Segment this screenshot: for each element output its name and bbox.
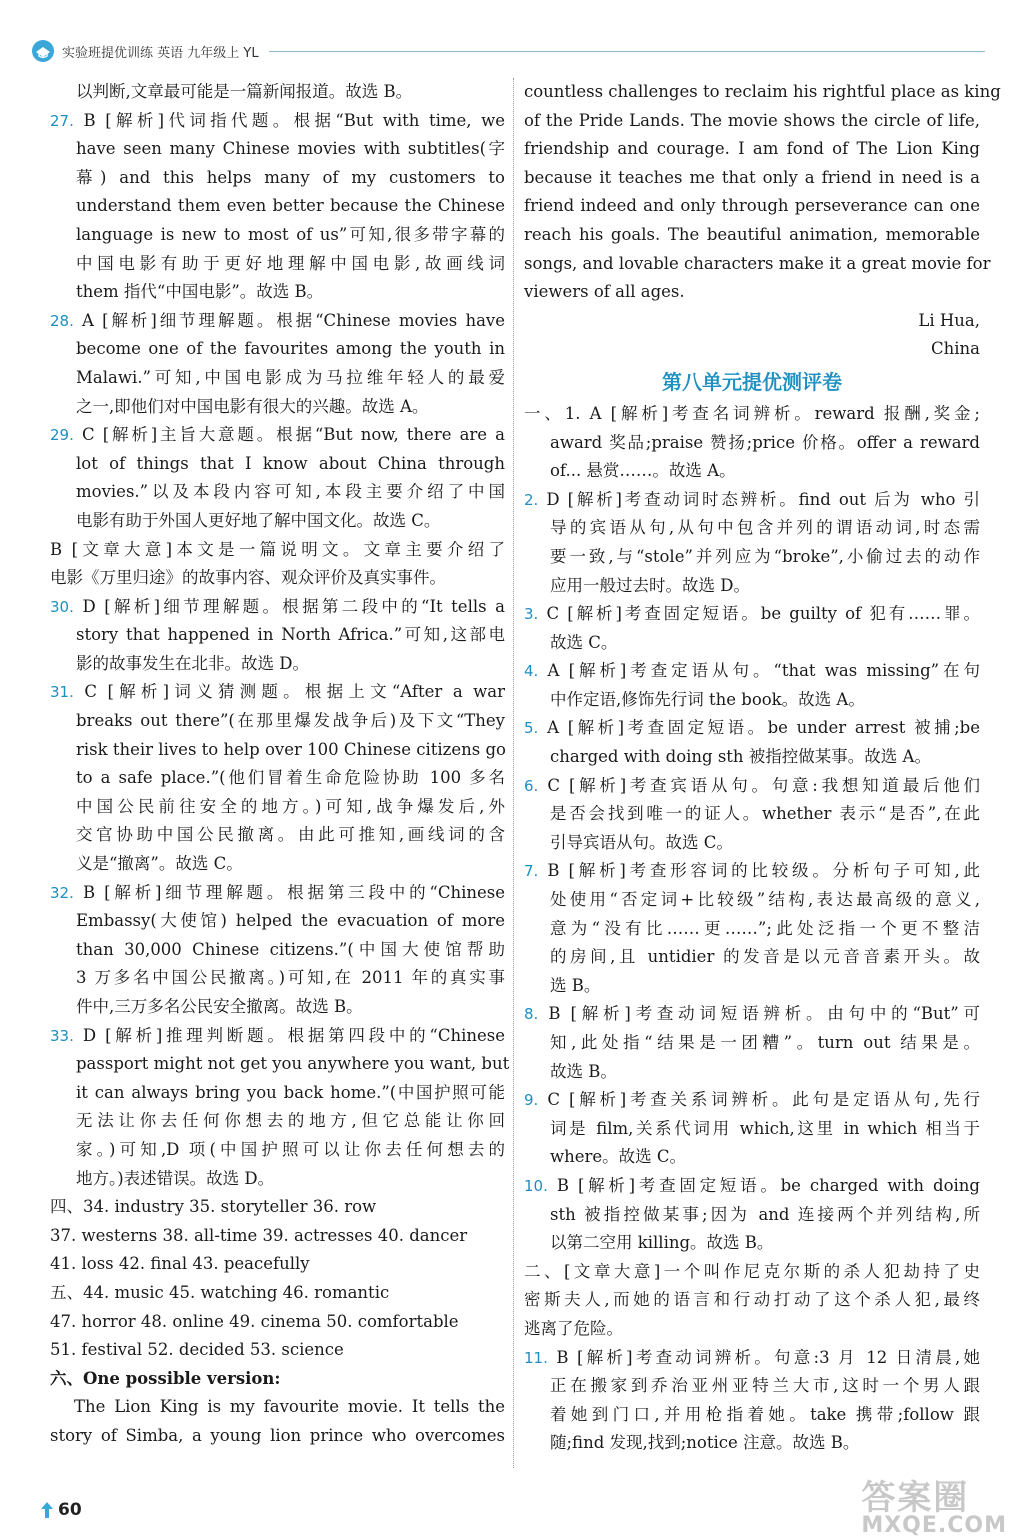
line-text: B [解析]考查形容词的比较级。分析句子可知,此 [547, 861, 980, 881]
question-number: 31. [50, 683, 74, 702]
question-number: 27. [50, 111, 74, 130]
line-text: than 30,000 Chinese citizens.”(中国大使馆帮助 [76, 939, 505, 959]
line-text: 之一,即他们对中国电影有很大的兴趣。故选 A。 [76, 396, 429, 416]
watermark-line2: MXQE.COM [861, 1513, 1007, 1538]
line-text: 3 万多名中国公民撤离。)可知,在 2011 年的真实事 [76, 968, 505, 988]
line-text: because it teaches me that only a friend in need is a [524, 167, 980, 187]
text-line [50, 278, 505, 307]
text-line [50, 536, 505, 565]
text-line [50, 793, 505, 822]
line-text: 以判断,文章最可能是一篇新闻报道。故选 B。 [76, 82, 413, 101]
line-text: 六、One possible version: [50, 1368, 281, 1388]
text-line [50, 250, 505, 279]
text-line [50, 564, 505, 593]
text-line [50, 650, 505, 679]
question-number: 7. [524, 862, 539, 881]
left-column [50, 78, 510, 1451]
section-title [524, 364, 980, 400]
text-line [524, 943, 980, 972]
question-number: 8. [524, 1005, 539, 1024]
text-line [524, 772, 980, 801]
question-number: 3. [524, 605, 539, 624]
text-line [50, 936, 505, 965]
line-text: story of Simba, a young lion prince who overcomes [50, 1425, 505, 1445]
line-text: 故选 C。 [550, 632, 618, 652]
line-text: 词是 film,关系代词用 which,这里 in which 相当于 [550, 1118, 980, 1138]
line-text: to a safe place.”(他们冒着生命危险协助 100 多名 [76, 768, 505, 788]
line-text: D [解析]考查动词时态辨析。find out 后为 who 引 [546, 489, 980, 509]
text-line [524, 686, 980, 715]
text-line [50, 107, 505, 136]
text-line [50, 593, 505, 622]
text-line [524, 714, 980, 743]
page-header [30, 38, 985, 64]
text-line [50, 164, 505, 193]
question-number: 11. [524, 1348, 548, 1367]
text-line [524, 192, 980, 221]
text-line [524, 221, 980, 250]
text-line [50, 478, 505, 507]
line-text: B [解析]考查动词辨析。句意:3 月 12 日清晨,她 [556, 1347, 981, 1367]
line-text: of the Pride Lands. The movie shows the circle of life, [524, 110, 980, 130]
line-text: story that happened in North Africa.”可知,这部电 [76, 625, 505, 645]
line-text: them 指代“中国电影”。故选 B。 [76, 282, 324, 302]
text-line [524, 1029, 980, 1058]
line-text: of... 悬赏……。故选 A。 [550, 461, 736, 481]
line-text: 故选 B。 [550, 1061, 617, 1081]
line-text: 47. horror 48. online 49. cinema 50. comfortable [50, 1311, 459, 1331]
line-text: 处使用“否定词+比较级”结构,表达最高级的意义, [550, 890, 980, 910]
line-text: 选 B。 [550, 975, 601, 995]
question-number: 4. [524, 662, 539, 681]
line-text: D [解析]推理判断题。根据第四段中的“Chinese [82, 1025, 506, 1045]
text-line [50, 78, 505, 107]
line-text: 中作定语,修饰先行词 the book。故选 A。 [550, 689, 865, 709]
line-text: award 奖品;praise 赞扬;price 价格。offer a reward [550, 432, 980, 452]
question-number: 28. [50, 311, 74, 330]
line-text: passport might not get you anywhere you want, but [76, 1054, 510, 1074]
text-line [524, 972, 980, 1001]
line-text: C [解析]词义猜测题。根据上文“After a war [84, 682, 505, 702]
line-text: D [解析]细节理解题。根据第二段中的“It tells a [82, 596, 505, 616]
line-text: 导的宾语从句,从句中包含并列的谓语动词,时态需 [550, 518, 980, 538]
line-text: 正在搬家到乔治亚州亚特兰大市,这时一个男人跟 [550, 1376, 980, 1396]
line-text: 意为“没有比……更……”;此处泛指一个更不整洁 [550, 918, 980, 938]
line-text: language is new to most of us”可知,很多带字幕的 [76, 224, 505, 244]
text-line [50, 450, 505, 479]
text-line [50, 364, 505, 393]
line-text: 影的故事发生在北非。故选 D。 [76, 653, 309, 673]
text-line [50, 1050, 510, 1079]
line-text: 电影《万里归途》的故事内容、观众评价及真实事件。 [50, 568, 446, 588]
text-line [524, 1058, 980, 1087]
line-text: C [解析]考查固定短语。be guilty of 犯有……罪。 [546, 604, 980, 624]
text-line [50, 707, 505, 736]
text-line [524, 457, 980, 486]
text-line [50, 393, 505, 422]
line-text: songs, and lovable characters make it a great movie for [524, 253, 991, 273]
line-text: Li Hua, [918, 310, 980, 330]
text-line [524, 1344, 980, 1373]
text-line [50, 507, 505, 536]
text-line [524, 135, 980, 164]
text-line [524, 1201, 980, 1230]
text-line [50, 307, 505, 336]
text-line [524, 1372, 980, 1401]
text-line [50, 1136, 505, 1165]
text-line [524, 572, 980, 601]
line-text: B [文章大意]本文是一篇说明文。文章主要介绍了 [50, 539, 505, 559]
line-text: C [解析]考查关系词辨析。此句是定语从句,先行 [547, 1090, 980, 1110]
line-text: 37. westerns 38. all-time 39. actresses 40. dancer [50, 1225, 468, 1245]
line-text: 家。)可知,D 项(中国护照可以让你去任何想去的 [76, 1139, 505, 1159]
watermark-logo [861, 1470, 1007, 1538]
text-line [50, 192, 505, 221]
line-text: friendship and courage. I am fond of The Lion King [524, 139, 980, 159]
header-title: 实验班提优训练 英语 九年级上 YL [62, 45, 259, 61]
line-text: China [931, 339, 980, 359]
text-line [50, 907, 505, 936]
line-text: 中国电影有助于更好地理解中国电影,故画线词 [76, 253, 505, 273]
line-text: breaks out there”(在那里爆发战争后)及下文“They [76, 711, 505, 731]
text-line [524, 800, 980, 829]
line-text: 密斯夫人,而她的语言和行动打动了这个杀人犯,最终 [524, 1290, 980, 1310]
page-number: 60 [58, 1500, 82, 1520]
text-line [524, 629, 980, 658]
text-line [50, 678, 505, 707]
line-text: 地方。)表述错误。故选 D。 [76, 1168, 275, 1188]
text-line [524, 886, 980, 915]
line-text: friend indeed and only through perseverance can one [524, 196, 980, 216]
line-text: risk their lives to help over 100 Chinese citizens go [76, 739, 506, 759]
line-text: 逃离了危险。 [524, 1318, 623, 1338]
question-number: 32. [50, 883, 74, 902]
text-line [524, 1086, 980, 1115]
line-text: 无法让你去任何你想去的地方,但它总能让你回 [76, 1111, 505, 1131]
text-line [524, 600, 980, 629]
line-text: C [解析]主旨大意题。根据“But now, there are a [81, 425, 506, 445]
question-number: 9. [524, 1091, 539, 1110]
text-line [50, 1250, 505, 1279]
line-text: 着她到门口,并用枪指着她。take 携带;follow 跟 [550, 1404, 980, 1424]
line-text: viewers of all ages. [524, 282, 685, 302]
line-text: countless challenges to reclaim his rightful place as king [524, 82, 1001, 101]
text-line [524, 1229, 980, 1258]
question-number: 10. [524, 1176, 548, 1195]
line-text: sth 被指控做某事;因为 and 连接两个并列结构,所 [550, 1204, 980, 1224]
up-arrow-icon [40, 1501, 54, 1519]
text-line [50, 821, 505, 850]
text-line [50, 421, 505, 450]
text-line [50, 1022, 505, 1051]
text-line [50, 1279, 505, 1308]
line-text: A [解析]考查定语从句。“that was missing”在句 [547, 661, 981, 681]
header-rule [269, 51, 985, 52]
line-text: 四、34. industry 35. storyteller 36. row [50, 1197, 377, 1217]
line-text: have seen many Chinese movies with subtitles(字 [76, 139, 505, 159]
text-line [50, 1336, 505, 1365]
book-logo-icon [30, 38, 56, 64]
question-number: 33. [50, 1026, 74, 1045]
text-line [524, 335, 980, 364]
text-line [524, 1143, 980, 1172]
line-text: B [解析]代词指代题。根据“But with time, we [83, 110, 506, 130]
text-line [524, 107, 980, 136]
page-footer [40, 1500, 82, 1520]
line-text: The Lion King is my favourite movie. It tells the [74, 1397, 505, 1417]
text-line [524, 1172, 980, 1201]
text-line [50, 879, 505, 908]
watermark-line1: 答案圈 [861, 1478, 970, 1518]
text-line [524, 657, 980, 686]
text-line [50, 135, 505, 164]
text-line [50, 1222, 505, 1251]
line-text: 一、1. A [解析]考查名词辨析。reward 报酬,奖金; [524, 403, 980, 423]
line-text: 应用一般过去时。故选 D。 [550, 575, 750, 595]
text-line [524, 1429, 980, 1458]
text-line [524, 1401, 980, 1430]
line-text: A [解析]考查固定短语。be under arrest 被捕;be [547, 718, 980, 738]
text-line [524, 400, 980, 429]
line-text: Embassy(大使馆) helped the evacuation of more [76, 911, 505, 931]
text-line [524, 307, 980, 336]
line-text: B [解析]细节理解题。根据第三段中的“Chinese [82, 882, 505, 902]
text-line [524, 514, 980, 543]
line-text: 二、[文章大意]一个叫作尼克尔斯的杀人犯劫持了史 [524, 1261, 980, 1281]
line-text: 是否会找到唯一的证人。whether 表示“是否”,在此 [550, 804, 980, 824]
text-line [524, 1000, 980, 1029]
text-line [50, 1165, 505, 1194]
text-line [50, 221, 505, 250]
text-line [50, 335, 505, 364]
line-text: 义是“撤离”。故选 C。 [76, 854, 243, 874]
text-line [524, 250, 991, 279]
line-text: 引导宾语从句。故选 C。 [550, 832, 733, 852]
line-text: 电影有助于外国人更好地了解中国文化。故选 C。 [76, 510, 441, 530]
line-text: 交官协助中国公民撤离。由此可推知,画线词的含 [76, 825, 505, 845]
text-line [50, 964, 505, 993]
text-line [50, 850, 505, 879]
line-text: understand them even better because the Chinese [76, 196, 505, 216]
right-column [524, 78, 1001, 1458]
text-line [50, 1079, 505, 1108]
line-text: 51. festival 52. decided 53. science [50, 1340, 344, 1360]
column-divider [513, 78, 514, 1468]
line-text: 中国公民前往安全的地方。)可知,战争爆发后,外 [76, 796, 505, 816]
line-text: lot of things that I know about China through [76, 453, 505, 473]
line-text: 第八单元提优测评卷 [662, 369, 842, 394]
text-line [524, 1258, 980, 1287]
text-line [524, 857, 980, 886]
text-line [524, 1115, 980, 1144]
text-line [50, 1365, 505, 1394]
question-number: 29. [50, 426, 74, 445]
text-line [50, 1107, 505, 1136]
line-text: B [解析]考查固定短语。be charged with doing [556, 1175, 980, 1195]
line-text: where。故选 C。 [550, 1147, 687, 1167]
line-text: reach his goals. The beautiful animation, memorable [524, 224, 980, 244]
question-number: 5. [524, 719, 539, 738]
question-number: 2. [524, 490, 539, 509]
question-number: 30. [50, 597, 74, 616]
line-text: Malawi.”可知,中国电影成为马拉维年轻人的最爱 [76, 367, 505, 387]
text-line [524, 543, 980, 572]
text-line [524, 743, 980, 772]
text-line [50, 1422, 505, 1451]
line-text: 的房间,且 untidier 的发音是以元音音素开头。故 [550, 947, 980, 967]
question-number: 6. [524, 776, 539, 795]
line-text: movies.”以及本段内容可知,本段主要介绍了中国 [76, 482, 505, 502]
line-text: 要一致,与“stole”并列应为“broke”,小偷过去的动作 [550, 546, 980, 566]
text-line [50, 1308, 505, 1337]
text-line [524, 829, 980, 858]
text-line [524, 1286, 980, 1315]
line-text: C [解析]考查宾语从句。句意:我想知道最后他们 [547, 775, 980, 795]
text-line [50, 1193, 505, 1222]
text-line [50, 621, 505, 650]
line-text: it can always bring you back home.”(中国护照可能 [76, 1082, 505, 1102]
text-line [50, 1393, 505, 1422]
line-text: 随;find 发现,找到;notice 注意。故选 B。 [550, 1433, 860, 1453]
text-line [524, 429, 980, 458]
line-text: 件中,三万多名公民安全撤离。故选 B。 [76, 997, 363, 1016]
line-text: become one of the favourites among the youth in [76, 339, 505, 359]
text-line [50, 993, 505, 1022]
text-line [524, 164, 980, 193]
line-text: B [解析]考查动词短语辨析。由句中的“But”可 [548, 1004, 980, 1024]
line-text: 幕) and this helps many of my customers to [76, 167, 505, 187]
text-line [524, 78, 1001, 107]
text-line [524, 278, 980, 307]
line-text: 五、44. music 45. watching 46. romantic [50, 1282, 390, 1302]
line-text: 41. loss 42. final 43. peacefully [50, 1254, 310, 1274]
text-line [524, 486, 980, 515]
line-text: 知,此处指“结果是一团糟”。turn out 结果是。 [550, 1033, 980, 1052]
text-line [50, 736, 505, 765]
line-text: A [解析]细节理解题。根据“Chinese movies have [82, 310, 505, 330]
line-text: 以第二空用 killing。故选 B。 [550, 1233, 774, 1253]
text-line [524, 915, 980, 944]
line-text: charged with doing sth 被指控做某事。故选 A。 [550, 747, 931, 767]
text-line [50, 764, 505, 793]
text-line [524, 1315, 980, 1344]
